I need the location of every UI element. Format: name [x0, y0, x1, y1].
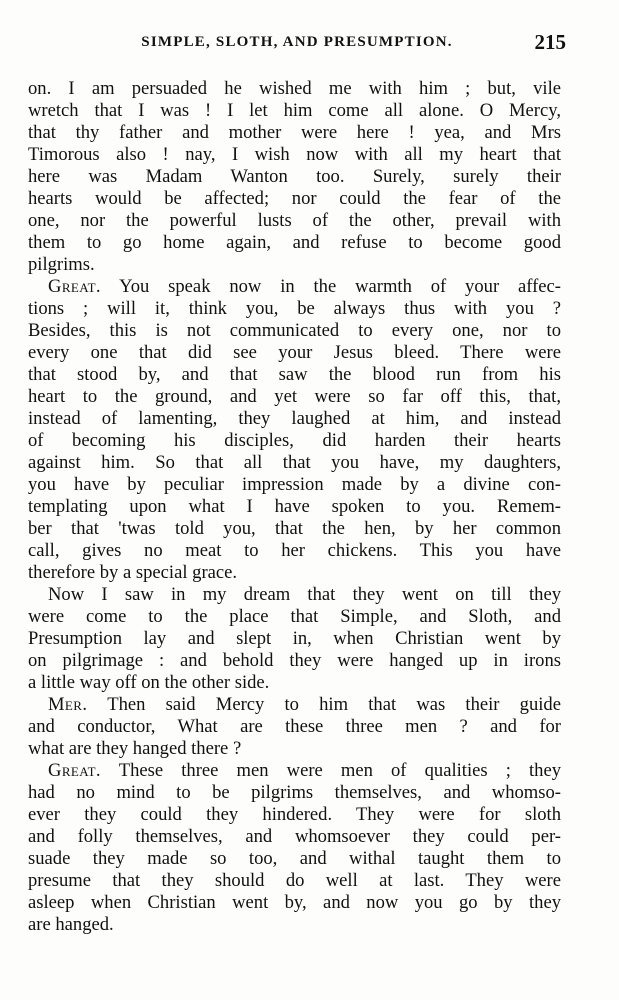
paragraph — [28, 694, 561, 760]
text-line: Timorous also ! nay, I wish now with all my heart that — [28, 144, 561, 165]
paragraph — [28, 760, 561, 936]
paragraph — [28, 78, 561, 276]
text-line: heart to the ground, and yet were so far off this, that, — [28, 386, 561, 407]
text-line: suade they made so too, and withal taught them to — [28, 848, 561, 869]
running-title: SIMPLE, SLOTH, AND PRESUMPTION. — [141, 34, 453, 50]
text-line: pilgrims. — [28, 254, 95, 275]
text-line: them to go home again, and refuse to become good — [28, 232, 561, 253]
speaker-label: Mer. — [48, 694, 88, 715]
body-text — [28, 78, 561, 936]
text-line: asleep when Christian went by, and now you go by they — [28, 892, 561, 913]
text-line: against him. So that all that you have, my daughters, — [28, 452, 561, 473]
text-line — [28, 694, 561, 716]
text-line: Now I saw in my dream that they went on till they — [48, 584, 561, 605]
text-run: These three men were men of qualities ; they — [100, 760, 561, 781]
text-line: that stood by, and that saw the blood run from his — [28, 364, 561, 385]
text-line: presume that they should do well at last. They were — [28, 870, 561, 891]
text-line: ever they could they hindered. They were for sloth — [28, 804, 561, 825]
page-number: 215 — [534, 30, 566, 54]
text-line: of becoming his disciples, did harden their hearts — [28, 430, 561, 451]
text-line: hearts would be affected; nor could the fear of the — [28, 188, 561, 209]
text-line: that thy father and mother were here ! yea, and Mrs — [28, 122, 561, 143]
text-line: ber that 'twas told you, that the hen, by her common — [28, 518, 561, 539]
paragraph — [28, 584, 561, 694]
text-line: tions ; will it, think you, be always thus with you ? — [28, 298, 561, 319]
text-line: one, nor the powerful lusts of the other, prevail with — [28, 210, 561, 231]
text-line: therefore by a special grace. — [28, 562, 238, 583]
text-run: Then said Mercy to him that was their guide — [87, 694, 561, 715]
text-line: wretch that I was ! I let him come all alone. O Mercy, — [28, 100, 561, 121]
speaker-label: Great. — [48, 276, 101, 297]
text-line: Presumption lay and slept in, when Christian went by — [28, 628, 561, 649]
text-line: and conductor, What are these three men ? and for — [28, 716, 561, 737]
paragraph — [28, 276, 561, 584]
text-line: on pilgrimage : and behold they were hanged up in irons — [28, 650, 561, 671]
text-line — [28, 276, 561, 298]
text-line — [28, 760, 561, 782]
text-line: a little way off on the other side. — [28, 672, 270, 693]
text-line: instead of lamenting, they laughed at him, and instead — [28, 408, 561, 429]
text-line: are hanged. — [28, 914, 114, 935]
text-line: on. I am persuaded he wished me with him ; but, vile — [28, 78, 561, 99]
text-line: templating upon what I have spoken to you. Remem- — [28, 496, 561, 517]
text-line: were come to the place that Simple, and Sloth, and — [28, 606, 561, 627]
text-run: You speak now in the warmth of your affec- — [100, 276, 561, 297]
text-line: here was Madam Wanton too. Surely, surely their — [28, 166, 561, 187]
text-line: Besides, this is not communicated to every one, nor to — [28, 320, 561, 341]
running-head — [28, 30, 566, 60]
text-line: had no mind to be pilgrims themselves, and whomso- — [28, 782, 561, 803]
text-line: you have by peculiar impression made by a divine con- — [28, 474, 561, 495]
text-line: call, gives no meat to her chickens. This you have — [28, 540, 561, 561]
text-line: and folly themselves, and whomsoever they could per- — [28, 826, 561, 847]
speaker-label: Great. — [48, 760, 101, 781]
text-line: what are they hanged there ? — [28, 738, 242, 759]
text-line: every one that did see your Jesus bleed. There were — [28, 342, 561, 363]
